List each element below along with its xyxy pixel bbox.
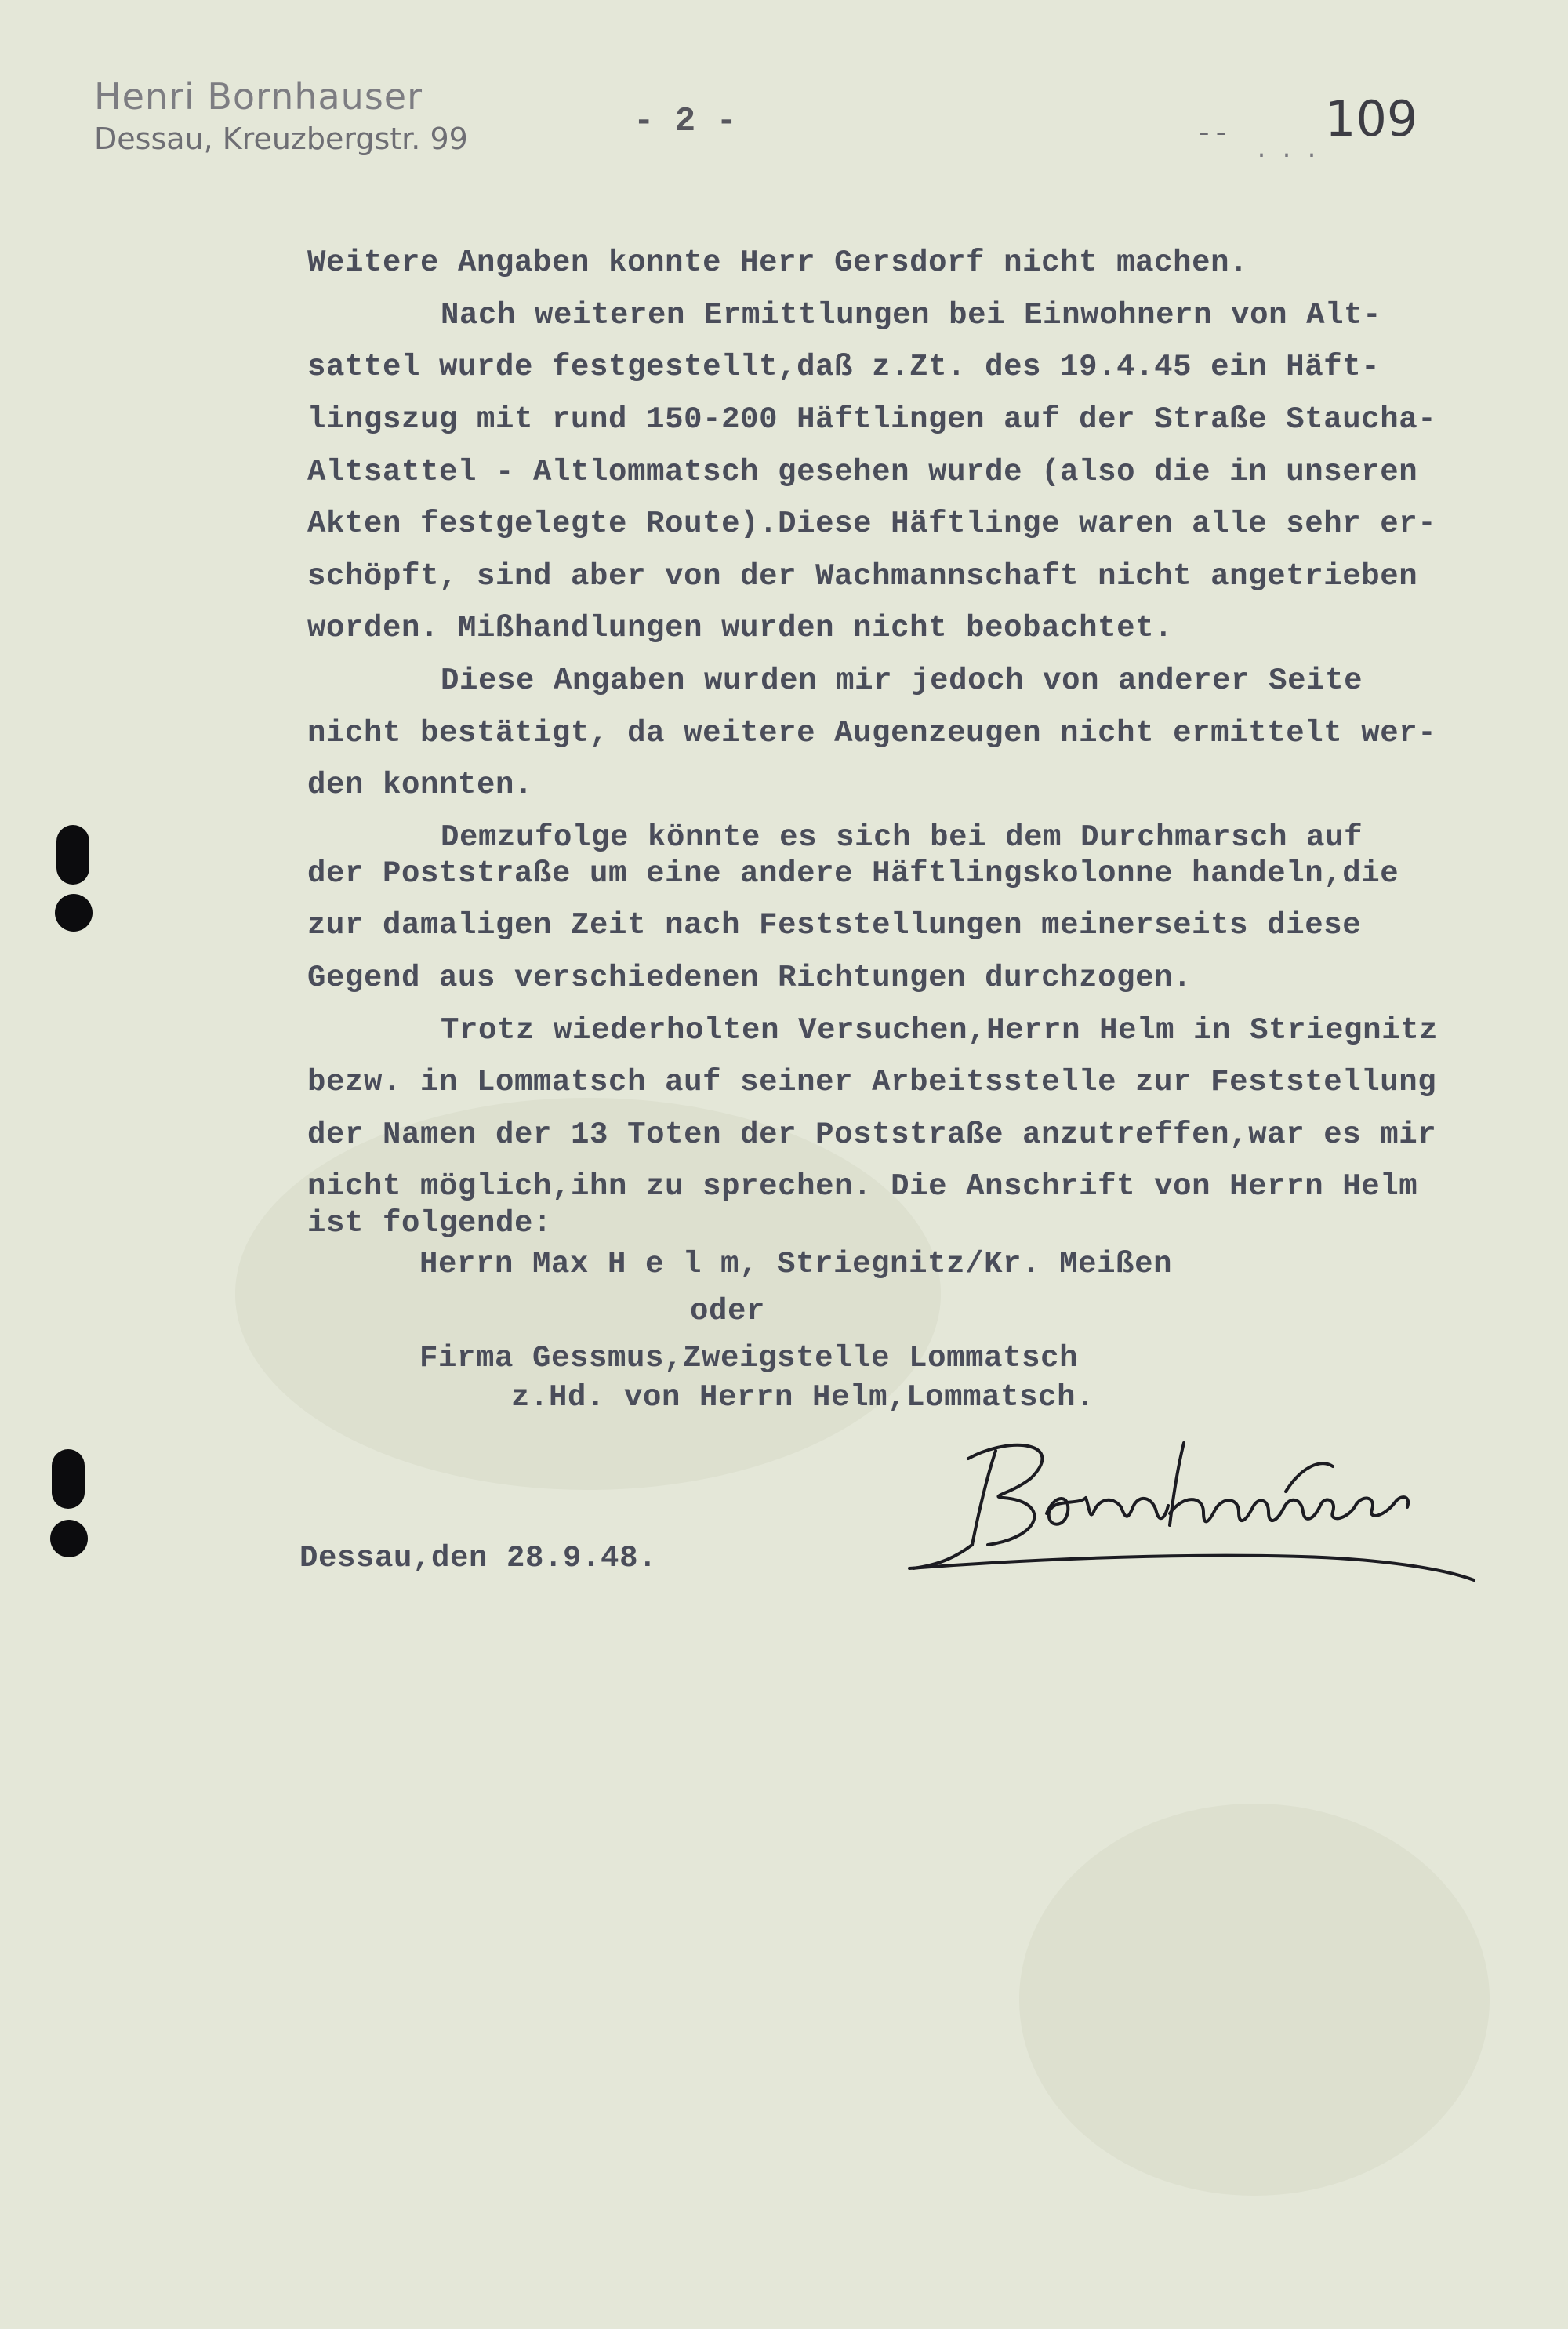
body-line: nicht bestätigt, da weitere Augenzeugen nicht ermittelt wer- [307,716,1437,750]
address-line: z.Hd. von Herrn Helm,Lommatsch. [511,1380,1095,1415]
signature-stroke [1286,1463,1333,1492]
body-line: nicht möglich,ihn zu sprechen. Die Anschrift von Herrn Helm [307,1169,1418,1204]
body-line: bezw. in Lommatsch auf seiner Arbeitsstelle zur Feststellung [307,1065,1437,1099]
paper-stain [1019,1804,1490,2196]
sender-address: Dessau, Kreuzbergstr. 99 [94,122,468,156]
body-line: Gegend aus verschiedenen Richtungen durchzogen. [307,961,1192,995]
margin-dots: ... [1254,138,1330,165]
body-line: Trotz wiederholten Versuchen,Herrn Helm in Striegnitz [441,1013,1439,1048]
paper-stain [235,1098,941,1490]
page-number: 109 [1325,90,1418,147]
handwritten-signature [894,1419,1490,1608]
page-label: - 2 - [633,102,738,141]
signature-underline [909,1556,1474,1580]
body-line: Demzufolge könnte es sich bei dem Durchmarsch auf [441,820,1363,855]
body-line: der Namen der 13 Toten der Poststraße anzutreffen,war es mir [307,1117,1437,1152]
body-line: sattel wurde festgestellt,daß z.Zt. des 19.4.45 ein Häft- [307,350,1381,384]
address-line: Firma Gessmus,Zweigstelle Lommatsch [419,1341,1079,1375]
address-line: oder [690,1294,766,1328]
body-line: den konnten. [307,768,534,802]
signature-stroke [1047,1498,1168,1524]
signature-stroke [972,1451,996,1545]
body-line: worden. Mißhandlungen wurden nicht beobachtet. [307,611,1174,645]
signature-stroke [1170,1497,1408,1521]
punch-hole [56,825,89,885]
body-line: Altsattel - Altlommatsch gesehen wurde (also die in unseren [307,455,1418,489]
body-line: zur damaligen Zeit nach Feststellungen meinerseits diese [307,908,1362,943]
punch-hole [55,894,93,932]
margin-dash: -- [1196,118,1230,150]
place-date: Dessau,den 28.9.48. [299,1541,658,1575]
body-line: Nach weiteren Ermittlungen bei Einwohnern von Alt- [441,298,1382,332]
punch-hole [52,1449,85,1509]
body-line: Weitere Angaben konnte Herr Gersdorf nicht machen. [307,245,1249,280]
body-line: der Poststraße um eine andere Häftlingskolonne handeln,die [307,856,1399,891]
punch-hole [50,1520,88,1557]
body-line: Akten festgelegte Route).Diese Häftlinge waren alle sehr er- [307,507,1437,541]
address-line: Herrn Max H e l m, Striegnitz/Kr. Meißen [419,1247,1173,1281]
body-line: ist folgende: [307,1206,553,1241]
body-line: schöpft, sind aber von der Wachmannschaft nicht angetrieben [307,559,1418,594]
sender-name: Henri Bornhauser [94,75,423,118]
sender-stamp [94,74,468,159]
signature-stroke [968,1445,1042,1545]
body-line: lingszug mit rund 150-200 Häftlingen auf der Straße Staucha- [307,402,1437,437]
body-line: Diese Angaben wurden mir jedoch von anderer Seite [441,663,1363,698]
